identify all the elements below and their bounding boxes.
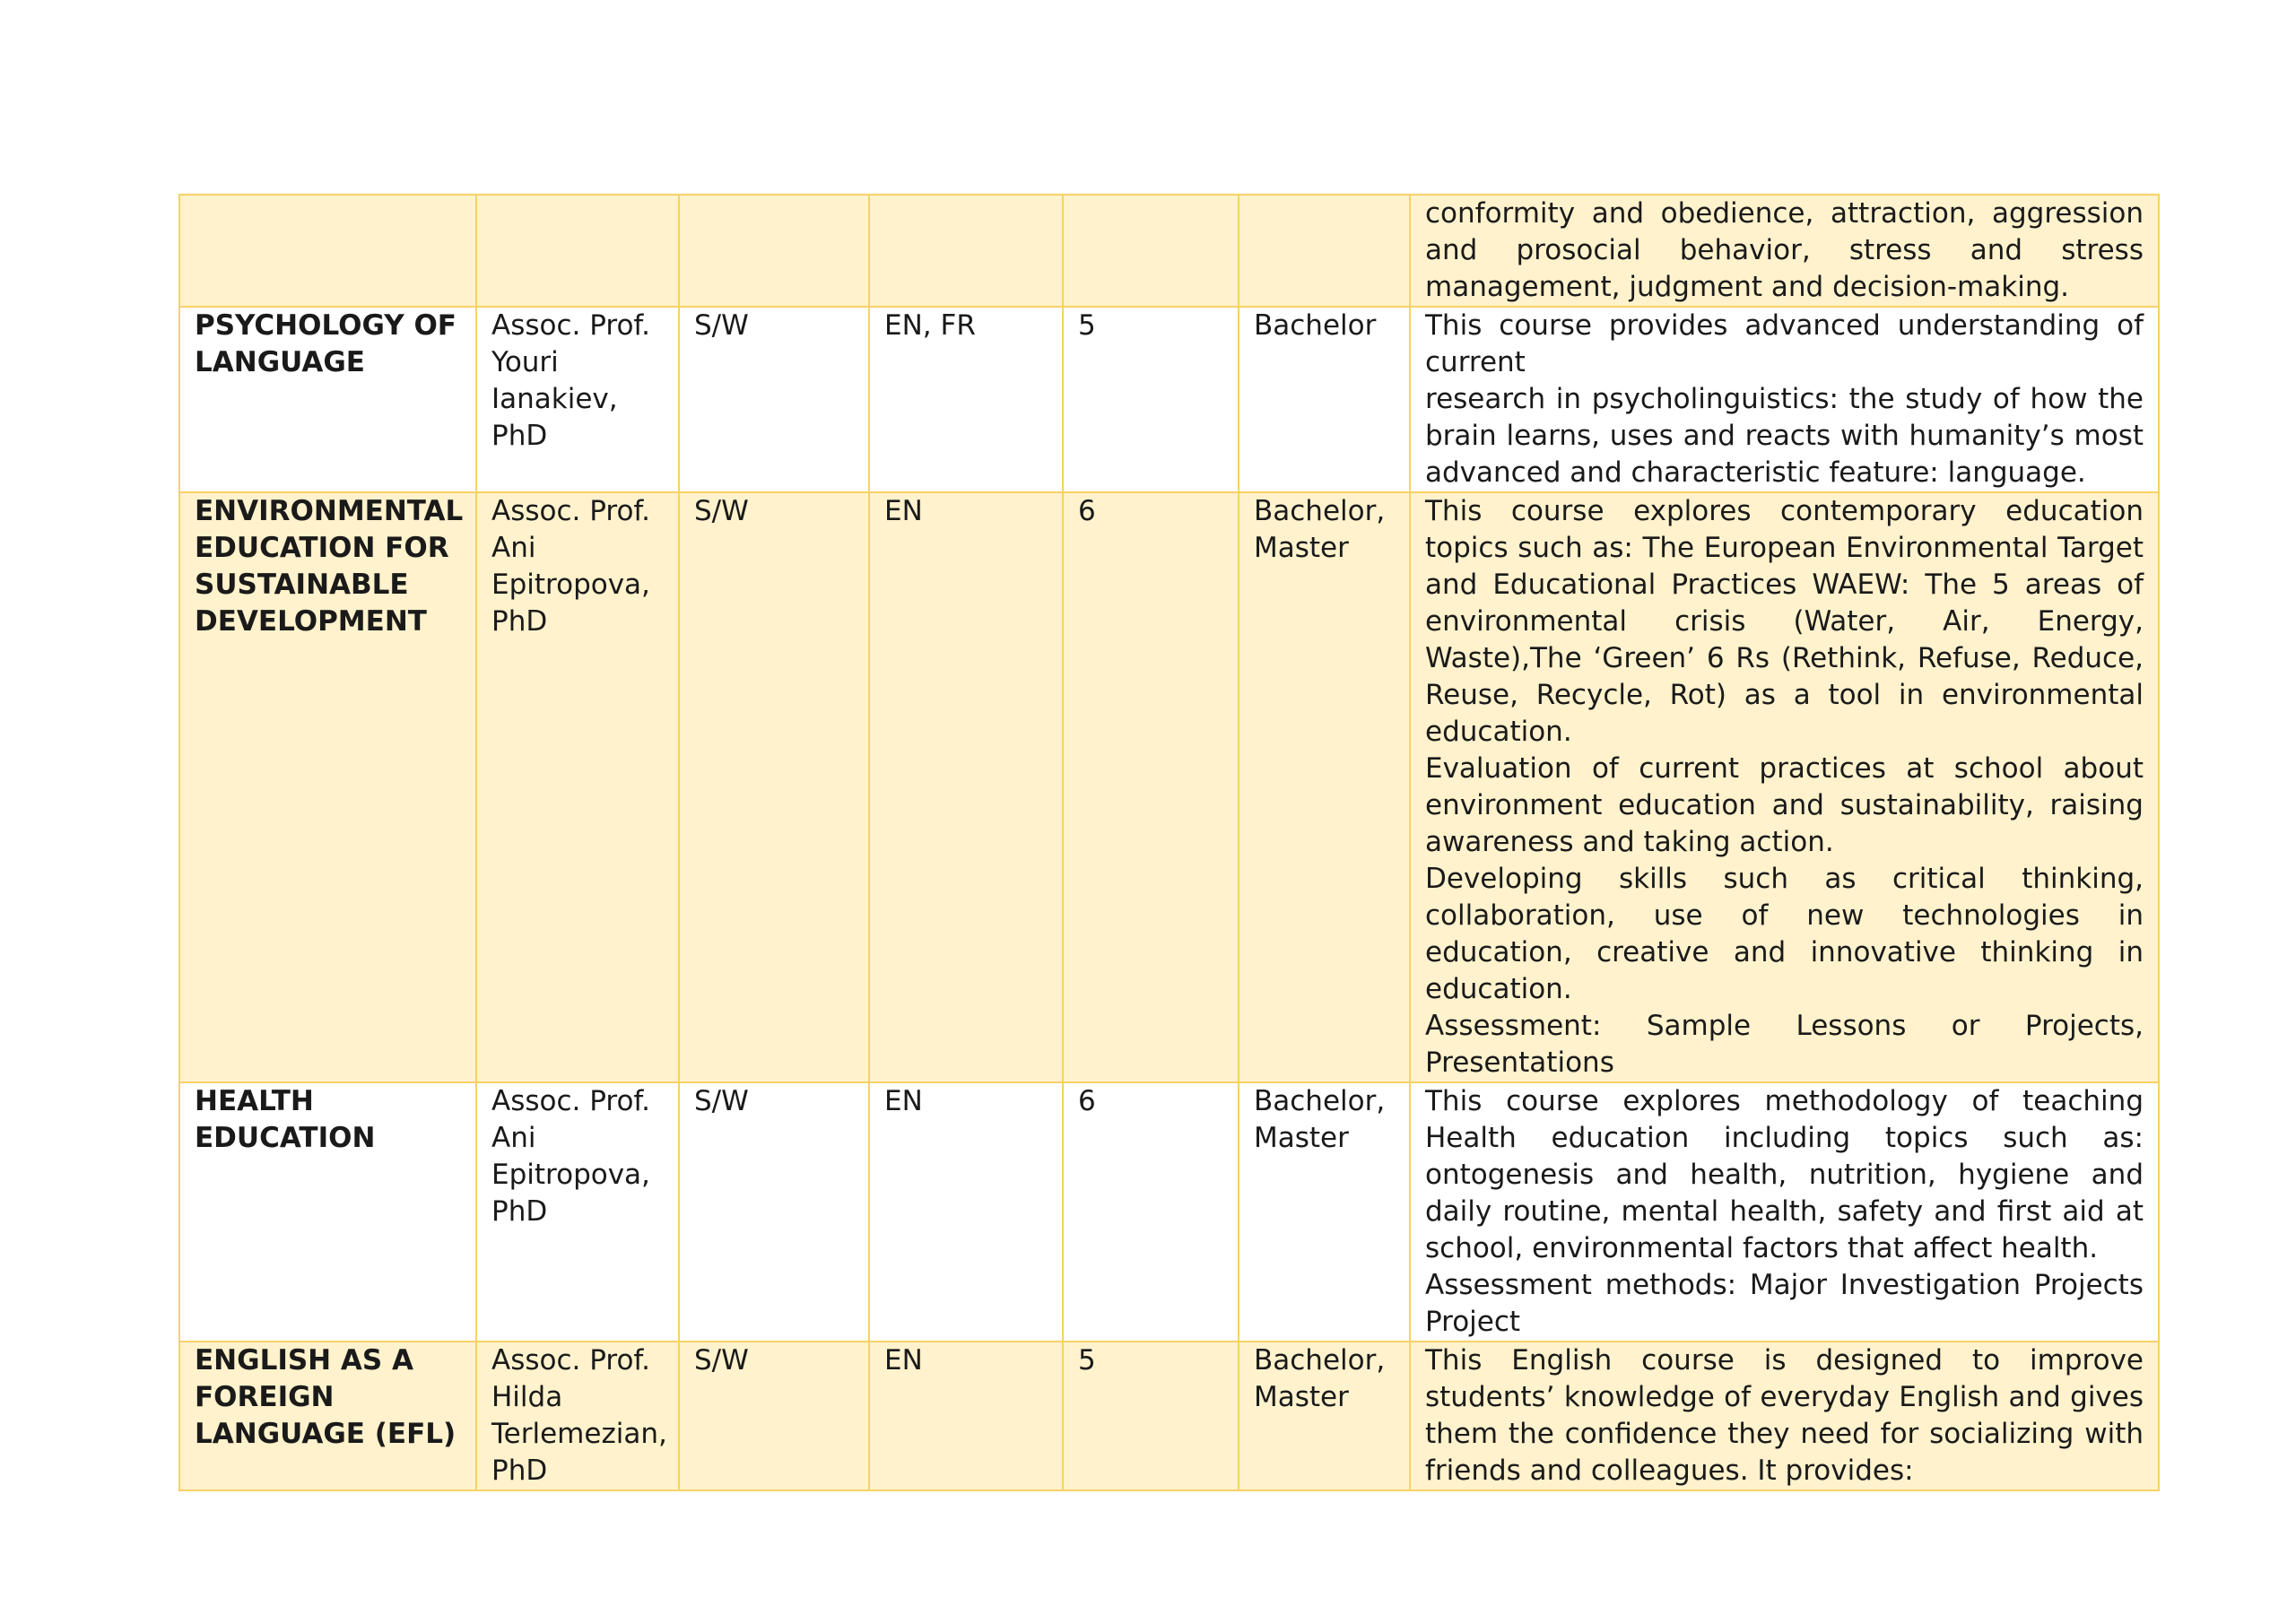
mode-cell [679,1342,869,1490]
description-cell [1410,1082,2159,1342]
teacher-cell-line: Assoc. Prof. [491,1085,650,1117]
mode-cell [679,307,869,492]
ects-cell [1063,307,1239,492]
teacher-cell-line: Epitropova, [491,1159,650,1191]
ects-cell [1063,1342,1239,1490]
level-cell-line: Master [1254,1122,1349,1154]
teacher-cell-line: Epitropova, [491,569,650,601]
teacher-cell-line: Youri [491,346,559,378]
description-cell [1410,195,2159,307]
course-title-cell-line: ENVIRONMENTAL [195,495,464,527]
ects-cell-text: 5 [1078,309,1096,342]
mode-cell [679,492,869,1082]
level-cell-line: Bachelor, [1254,495,1386,527]
description-paragraph: Developing skills such as critical thinking, collaboration, use of new technologies in education, creative and innovative thinking in education. [1425,863,2144,1005]
level-cell-line: Master [1254,1381,1349,1413]
mode-cell [679,195,869,307]
description-paragraph: This course provides advanced understanding of current [1425,309,2144,378]
course-row [179,195,2159,307]
level-cell [1239,1082,1410,1342]
course-row [179,1342,2159,1490]
teacher-cell-line: Ianakiev, [491,383,618,415]
description-paragraph: This English course is designed to improve students’ knowledge of everyday English and gives them the confidence they need for socializing with friends and colleagues. It provides: [1425,1344,2144,1487]
courses-table [178,194,2160,1491]
course-title-cell-line: LANGUAGE [195,346,365,378]
teacher-cell-line: Assoc. Prof. [491,1344,650,1376]
course-row [179,1082,2159,1342]
mode-cell-text: S/W [694,495,749,527]
description-paragraph: Assessment methods: Major Investigation Projects Project [1425,1269,2144,1338]
course-title-cell [179,195,476,307]
course-title-cell-line: EDUCATION [195,1122,376,1154]
ects-cell-text: 5 [1078,1344,1096,1376]
teacher-cell-line: PhD [491,420,548,452]
mode-cell [679,1082,869,1342]
teacher-cell [476,492,679,1082]
description-paragraph: research in psycholinguistics: the study of how the brain learns, uses and reacts with humanity’s most advanced and characteristic feature: language. [1425,383,2144,489]
ects-cell [1063,492,1239,1082]
language-cell [869,492,1063,1082]
description-paragraph: conformity and obedience, attraction, aggression and prosocial behavior, stress and stress management, judgment and decision-making. [1425,197,2144,303]
description-paragraph: This course explores methodology of teaching Health education including topics such as: ontogenesis and health, nutrition, hygiene and daily routine, mental health, safety and first aid at school, environmental factors that affect health. [1425,1085,2144,1264]
teacher-cell [476,307,679,492]
teacher-cell-line: Assoc. Prof. [491,309,650,342]
teacher-cell [476,1342,679,1490]
teacher-cell-line: PhD [491,605,548,638]
level-cell [1239,1342,1410,1490]
teacher-cell-line: PhD [491,1195,548,1228]
description-cell [1410,492,2159,1082]
language-cell [869,307,1063,492]
teacher-cell-line: Hilda [491,1381,563,1413]
teacher-cell [476,1082,679,1342]
language-cell [869,1082,1063,1342]
level-cell-line: Bachelor, [1254,1344,1386,1376]
course-title-cell-line: SUSTAINABLE [195,569,409,601]
course-title-cell [179,1082,476,1342]
language-cell-text: EN [884,1344,923,1376]
language-cell-text: EN [884,495,923,527]
course-row [179,492,2159,1082]
course-title-cell-line: PSYCHOLOGY OF [195,309,457,342]
language-cell [869,195,1063,307]
mode-cell-text: S/W [694,1344,749,1376]
language-cell [869,1342,1063,1490]
ects-cell [1063,1082,1239,1342]
description-paragraph: Evaluation of current practices at school about environment education and sustainability, raising awareness and taking action. [1425,752,2144,858]
teacher-cell [476,195,679,307]
course-title-cell-line: EDUCATION FOR [195,532,449,564]
level-cell-line: Bachelor, [1254,1085,1386,1117]
course-title-cell [179,1342,476,1490]
level-cell [1239,492,1410,1082]
mode-cell-text: S/W [694,1085,749,1117]
language-cell-text: EN [884,1085,923,1117]
course-title-cell-line: FOREIGN [195,1381,335,1413]
level-cell-line: Bachelor [1254,309,1377,342]
teacher-cell-line: Assoc. Prof. [491,495,650,527]
description-cell [1410,307,2159,492]
mode-cell-text: S/W [694,309,749,342]
course-title-cell [179,307,476,492]
course-title-cell-line: LANGUAGE (EFL) [195,1418,457,1450]
teacher-cell-line: Ani [491,532,536,564]
ects-cell [1063,195,1239,307]
description-paragraph: This course explores contemporary education topics such as: The European Environmental Target and Educational Practices WAEW: The 5 areas of environmental crisis (Water, Air, Energy, Waste),The ‘Green’ 6 Rs (Rethink, Refuse, Reduce, Reuse, Recycle, Rot) as a tool in environmental education. [1425,495,2144,748]
language-cell-text: EN, FR [884,309,976,342]
level-cell [1239,307,1410,492]
level-cell-line: Master [1254,532,1349,564]
teacher-cell-line: Ani [491,1122,536,1154]
course-row [179,307,2159,492]
course-title-cell-line: DEVELOPMENT [195,605,427,638]
ects-cell-text: 6 [1078,495,1096,527]
description-cell [1410,1342,2159,1490]
course-title-cell-line: ENGLISH AS A [195,1344,414,1376]
ects-cell-text: 6 [1078,1085,1096,1117]
level-cell [1239,195,1410,307]
course-title-cell [179,492,476,1082]
course-title-cell-line: HEALTH [195,1085,314,1117]
description-paragraph: Assessment: Sample Lessons or Projects, Presentations [1425,1010,2144,1079]
teacher-cell-line: PhD [491,1455,548,1487]
teacher-cell-line: Terlemezian, [491,1418,667,1450]
